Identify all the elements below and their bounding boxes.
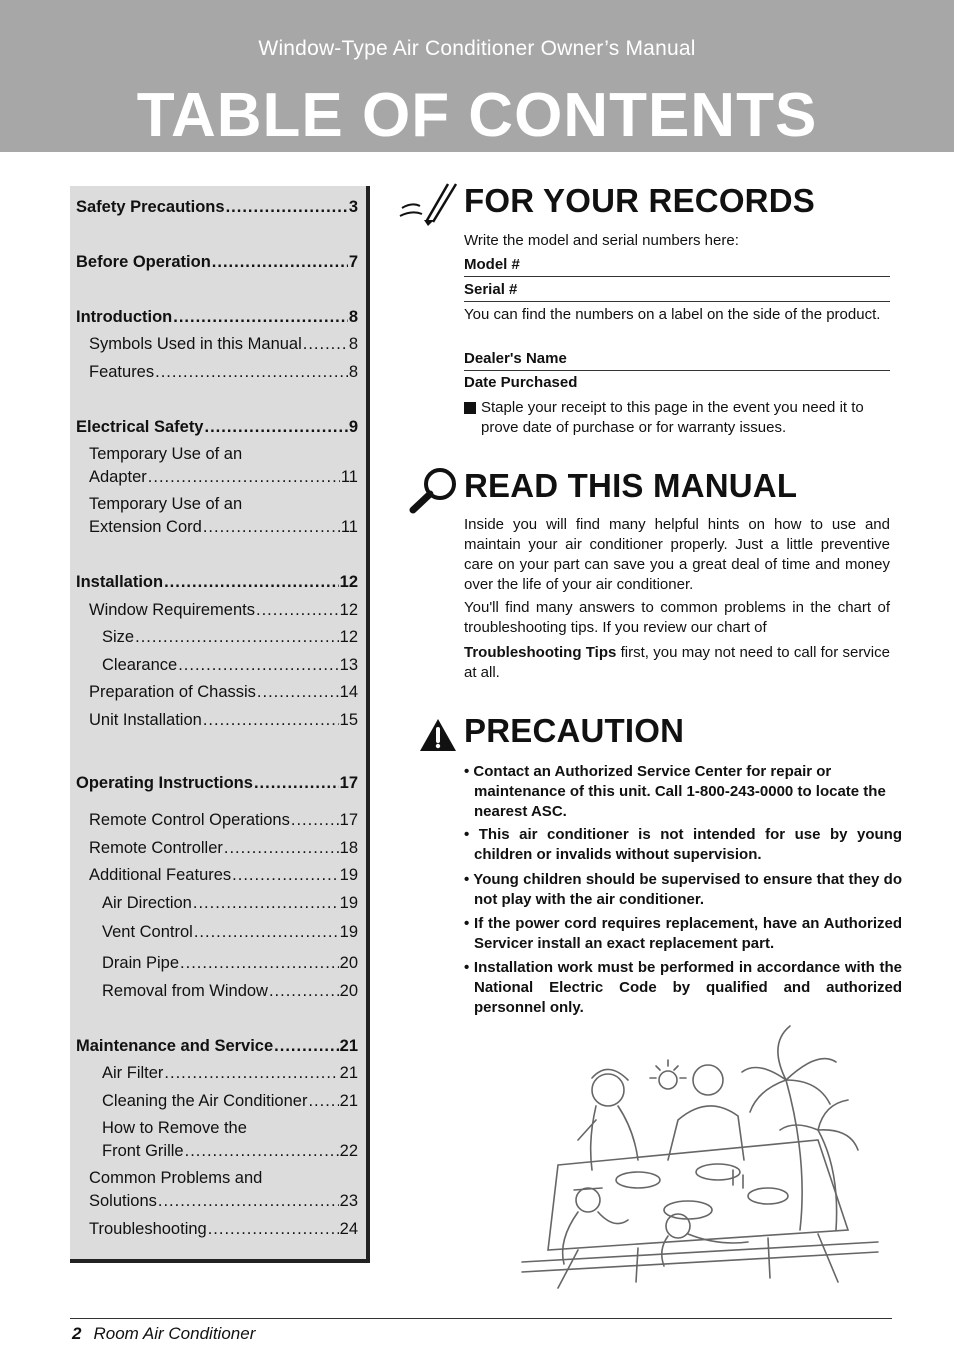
toc-entry-solutions[interactable]	[89, 1191, 358, 1211]
toc-entry-safety[interactable]	[76, 197, 358, 217]
footer-title: Room Air Conditioner	[93, 1324, 256, 1343]
square-bullet-icon	[464, 402, 476, 414]
toc-page: 18	[339, 839, 358, 857]
manual-paragraph-2: You'll find many answers to common problems in the chart of troubleshooting tips. If you review our chart of	[464, 599, 890, 636]
toc-label: Size	[102, 628, 135, 646]
toc-leader	[269, 981, 339, 1001]
toc-page: 12	[339, 601, 358, 619]
toc-label: Window Requirements	[89, 601, 255, 619]
date-purchased-field[interactable]: Date Purchased	[464, 374, 578, 391]
toc-label: Troubleshooting	[89, 1220, 207, 1238]
toc-label: Removal from Window	[102, 982, 268, 1000]
toc-entry-unit-installation[interactable]	[89, 710, 358, 730]
troubleshooting-tips-emphasis: Troubleshooting Tips	[464, 644, 617, 661]
toc-entry-adapter-line1: Temporary Use of an	[89, 445, 243, 463]
toc-leader	[173, 307, 348, 327]
toc-page: 12	[339, 573, 358, 591]
magnifier-icon	[408, 466, 460, 514]
dealer-name-field[interactable]: Dealer's Name	[464, 350, 890, 371]
toc-page: 15	[339, 711, 358, 729]
toc-label: Before Operation	[76, 253, 211, 271]
toc-entry-remote-controller[interactable]	[89, 838, 358, 858]
toc-page: 3	[348, 198, 358, 216]
toc-leader	[203, 710, 339, 730]
toc-label: Drain Pipe	[102, 954, 180, 972]
toc-page: 24	[339, 1220, 358, 1238]
toc-page: 7	[348, 253, 358, 271]
toc-page: 22	[339, 1142, 358, 1160]
toc-page: 8	[348, 363, 358, 381]
toc-entry-troubleshooting[interactable]	[89, 1219, 358, 1239]
serial-field[interactable]: Serial #	[464, 281, 890, 302]
toc-leader	[158, 1191, 339, 1211]
header-banner	[0, 0, 954, 152]
toc-page: 12	[339, 628, 358, 646]
toc-leader	[274, 1036, 338, 1056]
toc-label: Solutions	[89, 1192, 157, 1210]
toc-leader	[232, 865, 338, 885]
toc-label: Electrical Safety	[76, 418, 204, 436]
toc-leader	[208, 1219, 339, 1239]
toc-entry-extension-cord[interactable]	[89, 517, 358, 537]
toc-page: 9	[348, 418, 358, 436]
precaution-bullet-3: • Young children should be supervised to ensure that they do not play with the air conditioner.	[464, 871, 902, 908]
toc-leader	[203, 517, 340, 537]
toc-label: Vent Control	[102, 923, 193, 941]
toc-page: 8	[348, 335, 358, 353]
toc-panel	[70, 186, 370, 1263]
toc-page: 20	[339, 982, 358, 1000]
toc-label: Remote Control Operations	[89, 811, 290, 829]
toc-label: Introduction	[76, 308, 173, 326]
picnic-illustration	[518, 1020, 890, 1292]
staple-note: Staple your receipt to this page in the event you need it to prove date of purchase or for warranty issues.	[481, 399, 864, 436]
warning-icon	[418, 717, 458, 753]
toc-entry-extension-line1: Temporary Use of an	[89, 495, 243, 513]
toc-label: Air Direction	[102, 894, 192, 912]
precaution-bullet-5: • Installation work must be performed in accordance with the National Electric Code by qualified and authorized personnel only.	[464, 959, 902, 1016]
date-divider	[464, 370, 890, 371]
toc-entry-preparation-of-chassis[interactable]	[89, 682, 358, 702]
toc-leader	[308, 1091, 338, 1111]
toc-page: 23	[339, 1192, 358, 1210]
toc-label: Remote Controller	[89, 839, 223, 857]
manual-subtitle: Window-Type Air Conditioner Owner’s Manual	[258, 37, 696, 60]
toc-leader	[164, 1063, 338, 1083]
toc-label: Preparation of Chassis	[89, 683, 256, 701]
toc-page: 13	[339, 656, 358, 674]
manual-title: READ THIS MANUAL	[464, 467, 798, 504]
toc-entry-air-filter[interactable]	[102, 1063, 358, 1083]
toc-page: 19	[339, 866, 358, 884]
records-title: FOR YOUR RECORDS	[464, 182, 815, 219]
toc-leader	[164, 572, 339, 592]
toc-entry-electrical-safety[interactable]	[76, 417, 358, 437]
toc-leader	[256, 600, 339, 620]
toc-leader	[193, 893, 339, 913]
toc-entry-removal-from-window[interactable]	[102, 981, 358, 1001]
toc-entry-adapter[interactable]	[89, 467, 358, 487]
precaution-bullet-2: • This air conditioner is not intended for use by young children or invalids without supervision.	[464, 826, 902, 863]
toc-page: 17	[339, 774, 358, 792]
toc-label: Extension Cord	[89, 518, 202, 536]
toc-page: 17	[339, 811, 358, 829]
toc-entry-window-requirements[interactable]	[89, 600, 358, 620]
toc-leader	[212, 252, 348, 272]
toc-entry-introduction[interactable]	[76, 307, 358, 327]
toc-leader	[291, 810, 339, 830]
toc-label: Installation	[76, 573, 164, 591]
pen-icon	[398, 180, 460, 230]
manual-paragraph-1: Inside you will find many helpful hints on how to use and maintain your air conditioner properly. Just a little preventive care on your part can save you a great deal of time and money over the life of your air conditioner.	[464, 516, 890, 593]
toc-entry-vent-control[interactable]	[102, 922, 358, 942]
toc-label: Clearance	[102, 656, 178, 674]
toc-page: 11	[340, 518, 358, 536]
page-title: TABLE OF CONTENTS	[136, 81, 818, 150]
toc-page: 14	[339, 683, 358, 701]
toc-page: 19	[339, 923, 358, 941]
toc-entry-remote-control-operations[interactable]	[89, 810, 358, 830]
records-intro: Write the model and serial numbers here:	[464, 232, 739, 249]
precaution-bullet-4: • If the power cord requires replacement, have an Authorized Servicer install an exact replacement part.	[464, 915, 902, 952]
records-label-note: You can find the numbers on a label on the side of the product.	[464, 306, 881, 323]
toc-label: Operating Instructions	[76, 774, 253, 792]
toc-entry-maintenance[interactable]	[76, 1036, 358, 1056]
toc-label: Cleaning the Air Conditioner	[102, 1092, 308, 1110]
toc-entry-additional-features[interactable]	[89, 865, 358, 885]
toc-leader	[205, 417, 348, 437]
toc-entry-air-direction[interactable]	[102, 893, 358, 913]
toc-leader	[185, 1141, 339, 1161]
toc-label: Adapter	[89, 468, 147, 486]
toc-leader	[178, 655, 338, 675]
toc-leader	[148, 467, 340, 487]
page-number: 2	[72, 1324, 82, 1343]
model-field[interactable]: Model #	[464, 256, 890, 277]
toc-leader	[135, 627, 339, 647]
manual-paragraph-3-rest: first, you may not need to call for service at all.	[464, 644, 890, 681]
toc-entry-cleaning[interactable]	[102, 1091, 358, 1111]
toc-label: Air Filter	[102, 1064, 164, 1082]
toc-entry-features[interactable]	[89, 362, 358, 382]
toc-label: Features	[89, 363, 155, 381]
precaution-title: PRECAUTION	[464, 712, 685, 749]
toc-label: Safety Precautions	[76, 198, 225, 216]
toc-leader	[180, 953, 339, 973]
precaution-bullet-1: • Contact an Authorized Service Center for repair or maintenance of this unit. Call 1-800-243-0000 to locate the nearest ASC.	[464, 763, 886, 820]
toc-leader	[303, 334, 348, 354]
toc-leader	[194, 922, 339, 942]
toc-entry-drain-pipe[interactable]	[102, 953, 358, 973]
toc-label: Unit Installation	[89, 711, 202, 729]
toc-label: Maintenance and Service	[76, 1037, 274, 1055]
toc-entry-front-grille[interactable]	[102, 1141, 358, 1161]
toc-page: 21	[339, 1092, 358, 1110]
toc-entry-problems-line1: Common Problems and	[89, 1169, 263, 1187]
manual-paragraph-3	[464, 643, 890, 683]
toc-page: 20	[339, 954, 358, 972]
toc-entry-size[interactable]	[102, 627, 358, 647]
page-footer	[72, 1324, 255, 1344]
toc-leader	[254, 773, 339, 793]
toc-label: Front Grille	[102, 1142, 184, 1160]
toc-entry-installation[interactable]	[76, 572, 358, 592]
footer-rule	[70, 1318, 892, 1319]
toc-page: 21	[339, 1037, 358, 1055]
toc-entry-clearance[interactable]	[102, 655, 358, 675]
toc-page: 8	[348, 308, 358, 326]
toc-entry-before-operation[interactable]	[76, 252, 358, 272]
toc-page: 11	[340, 468, 358, 486]
toc-label: Symbols Used in this Manual	[89, 335, 302, 353]
toc-leader	[224, 838, 339, 858]
toc-entry-grille-line1: How to Remove the	[102, 1119, 247, 1137]
toc-leader	[226, 197, 348, 217]
toc-entry-operating-instructions[interactable]	[76, 773, 358, 793]
toc-label: Additional Features	[89, 866, 232, 884]
toc-leader	[155, 362, 348, 382]
toc-entry-symbols[interactable]	[89, 334, 358, 354]
toc-page: 19	[339, 894, 358, 912]
toc-page: 21	[339, 1064, 358, 1082]
toc-leader	[257, 682, 339, 702]
